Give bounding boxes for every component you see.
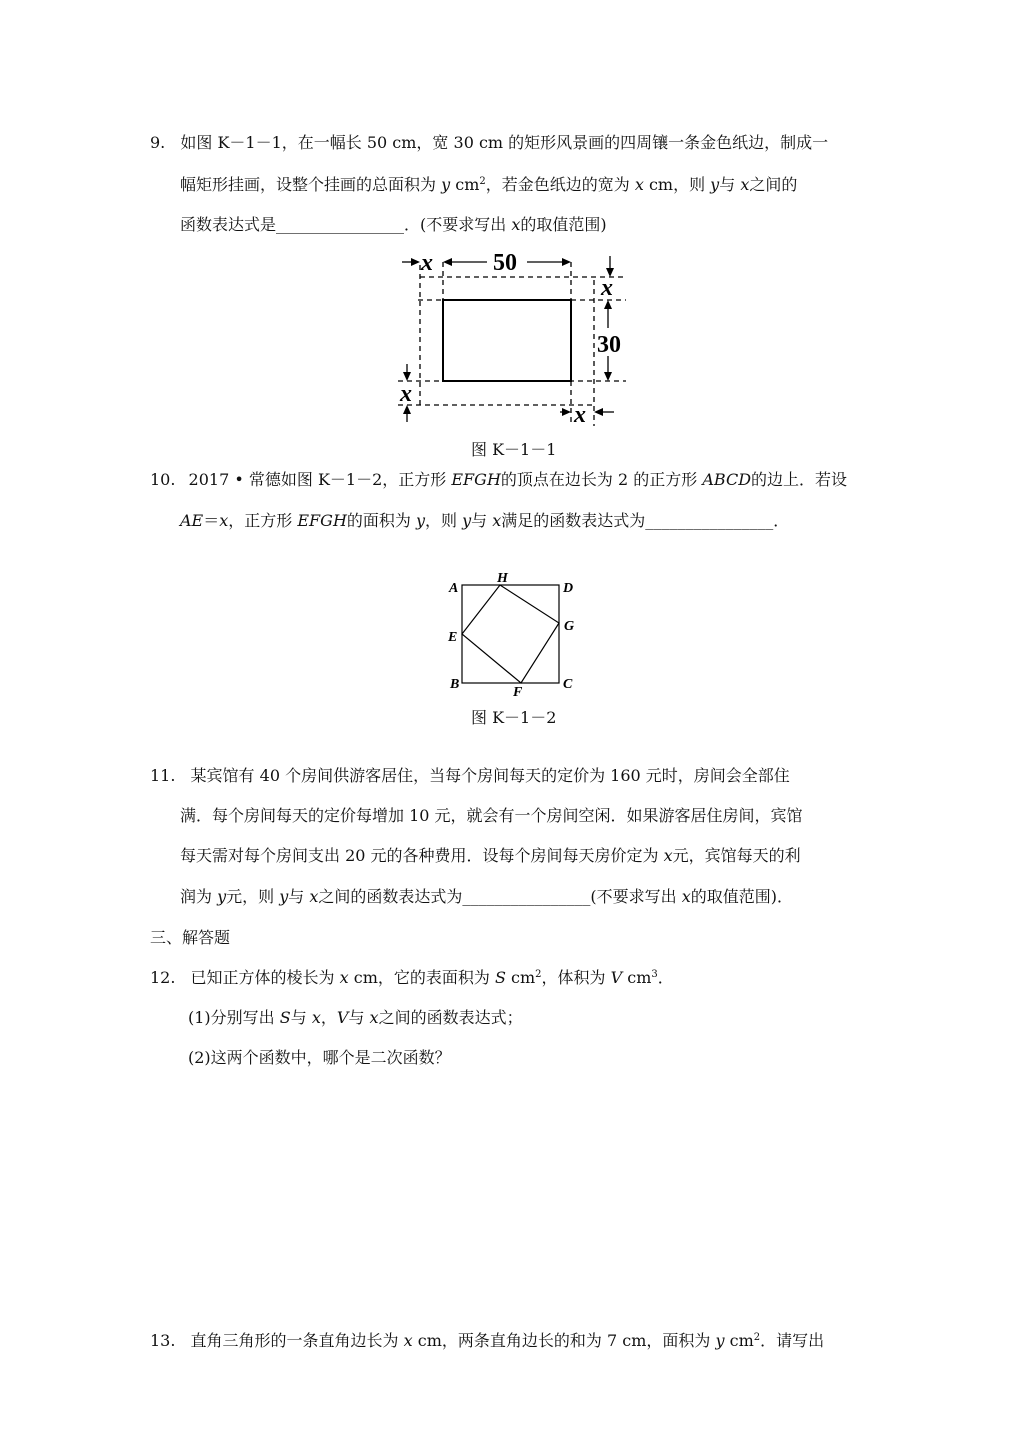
text: cm: [724, 1331, 754, 1350]
var-y: y: [462, 511, 472, 530]
q11-line-1: [150, 765, 790, 787]
var-abcd: ABCD: [702, 470, 752, 489]
label-b: B: [450, 677, 460, 692]
var-y: y: [441, 175, 451, 194]
text: cm: [450, 175, 480, 194]
text: ，: [320, 1008, 337, 1027]
figure-caption-k-1-2: 图 K－1－2: [471, 708, 557, 727]
text: 某宾馆有 40 个房间供游客居住，当每个房间每天的定价为 160 元时，房间会全部住: [190, 766, 790, 785]
var-y: y: [715, 1331, 725, 1350]
var-y: y: [415, 511, 426, 530]
label-a: A: [449, 581, 459, 596]
var-efgh: EFGH: [297, 511, 347, 530]
text: ，则: [425, 511, 463, 530]
text: 满．每个房间每天的定价每增加 10 元，就会有一个房间空闲．如果游客居住房间，宾馆: [180, 806, 803, 825]
superscript: 3: [651, 969, 658, 980]
text: ．: [657, 968, 674, 987]
question-number: 12.: [150, 968, 176, 987]
text: 与: [719, 175, 741, 194]
var-s: S: [279, 1008, 291, 1027]
section-heading: 三、解答题: [150, 928, 231, 947]
label-50: 50: [493, 250, 517, 276]
var-x: x: [740, 175, 750, 194]
var-x: x: [403, 1331, 413, 1350]
label-30: 30: [597, 332, 621, 358]
var-s: S: [494, 968, 506, 987]
q12-line-1: [150, 967, 674, 989]
text: 的取值范围): [520, 215, 607, 234]
text: 直角三角形的一条直角边长为: [190, 1331, 404, 1350]
text: 之间的函数表达式为________________(不要求写出: [318, 887, 682, 906]
var-y: y: [710, 175, 720, 194]
text: 的面积为: [346, 511, 416, 530]
text: 之间的函数表达式；: [378, 1008, 523, 1027]
label-h: H: [497, 571, 508, 586]
text: ＝: [203, 511, 220, 530]
var-efgh: EFGH: [451, 470, 501, 489]
var-x: x: [219, 511, 229, 530]
text: 润为: [180, 887, 218, 906]
text: 元，宾馆每天的利: [672, 846, 801, 865]
question-number: 10.: [150, 470, 176, 489]
label-c: C: [563, 677, 573, 692]
text: cm，它的表面积为: [348, 968, 495, 987]
text: (1)分别写出: [188, 1008, 280, 1027]
text: 与: [348, 1008, 370, 1027]
text: cm: [505, 968, 536, 987]
superscript: 2: [753, 1332, 761, 1343]
question-number: 11.: [150, 766, 176, 785]
q13-line-1: [150, 1330, 824, 1352]
label-x-left-bottom: x: [400, 381, 412, 407]
superscript: 2: [535, 969, 542, 980]
question-number: 9.: [150, 133, 166, 152]
text: ，正方形: [228, 511, 298, 530]
label-x-right: x: [601, 275, 613, 301]
q12-part-2: (2)这两个函数中，哪个是二次函数？: [188, 1048, 451, 1067]
var-y: y: [217, 887, 227, 906]
text: 与: [288, 887, 310, 906]
q11-line-2: [180, 805, 803, 827]
text: 满足的函数表达式为________________．: [501, 511, 790, 530]
var-x: x: [663, 846, 673, 865]
q11-line-3: [180, 845, 801, 867]
text: 之间的: [749, 175, 798, 194]
label-g: G: [564, 619, 575, 634]
text: 元，则: [226, 887, 280, 906]
text: cm，则: [643, 175, 711, 194]
question-number: 13.: [150, 1331, 176, 1350]
var-x: x: [681, 887, 691, 906]
text: ，体积为: [541, 968, 611, 987]
text: 与: [290, 1008, 312, 1027]
figure-k-1-2: [0, 0, 1024, 720]
text: ，若金色纸边的宽为: [485, 175, 635, 194]
var-v: V: [336, 1008, 349, 1027]
var-x: x: [311, 1008, 321, 1027]
text: 幅矩形挂画，设整个挂画的总面积为: [180, 175, 442, 194]
text: 如图 K－1－1，在一幅长 50 cm，宽 30 cm 的矩形风景画的四周镶一条金色纸边，制成一: [180, 133, 829, 152]
q11-line-4: [180, 886, 793, 908]
figure-caption-k-1-1: 图 K－1－1: [471, 440, 557, 459]
var-y: y: [279, 887, 289, 906]
text: 2017 • 常德如图 K－1－2，正方形: [188, 470, 452, 489]
text: cm，两条直角边长的和为 7 cm，面积为: [412, 1331, 716, 1350]
label-x-top-left: x: [421, 250, 433, 276]
superscript: 2: [479, 176, 486, 187]
square-efgh: [462, 585, 559, 683]
text: cm: [622, 968, 652, 987]
q12-part-1: [188, 1007, 523, 1029]
text: 的边上．若设: [751, 470, 848, 489]
label-x-bottom: x: [574, 402, 586, 428]
var-ae: AE: [180, 511, 204, 530]
text: 的取值范围)．: [690, 887, 794, 906]
text: ．请写出: [760, 1331, 825, 1350]
var-x: x: [369, 1008, 379, 1027]
label-f: F: [513, 685, 523, 700]
label-d: D: [563, 581, 574, 596]
label-e: E: [448, 630, 458, 645]
var-x: x: [511, 215, 521, 234]
var-x: x: [309, 887, 319, 906]
square-abcd: [462, 585, 559, 683]
text: 已知正方体的棱长为: [190, 968, 340, 987]
var-x: x: [339, 968, 349, 987]
var-x: x: [492, 511, 502, 530]
text: 与: [471, 511, 493, 530]
var-x: x: [634, 175, 644, 194]
text: 的顶点在边长为 2 的正方形: [500, 470, 703, 489]
text: 每天需对每个房间支出 20 元的各种费用．设每个房间每天房价定为: [180, 846, 664, 865]
text: 函数表达式是________________．(不要求写出: [180, 215, 512, 234]
var-v: V: [610, 968, 623, 987]
